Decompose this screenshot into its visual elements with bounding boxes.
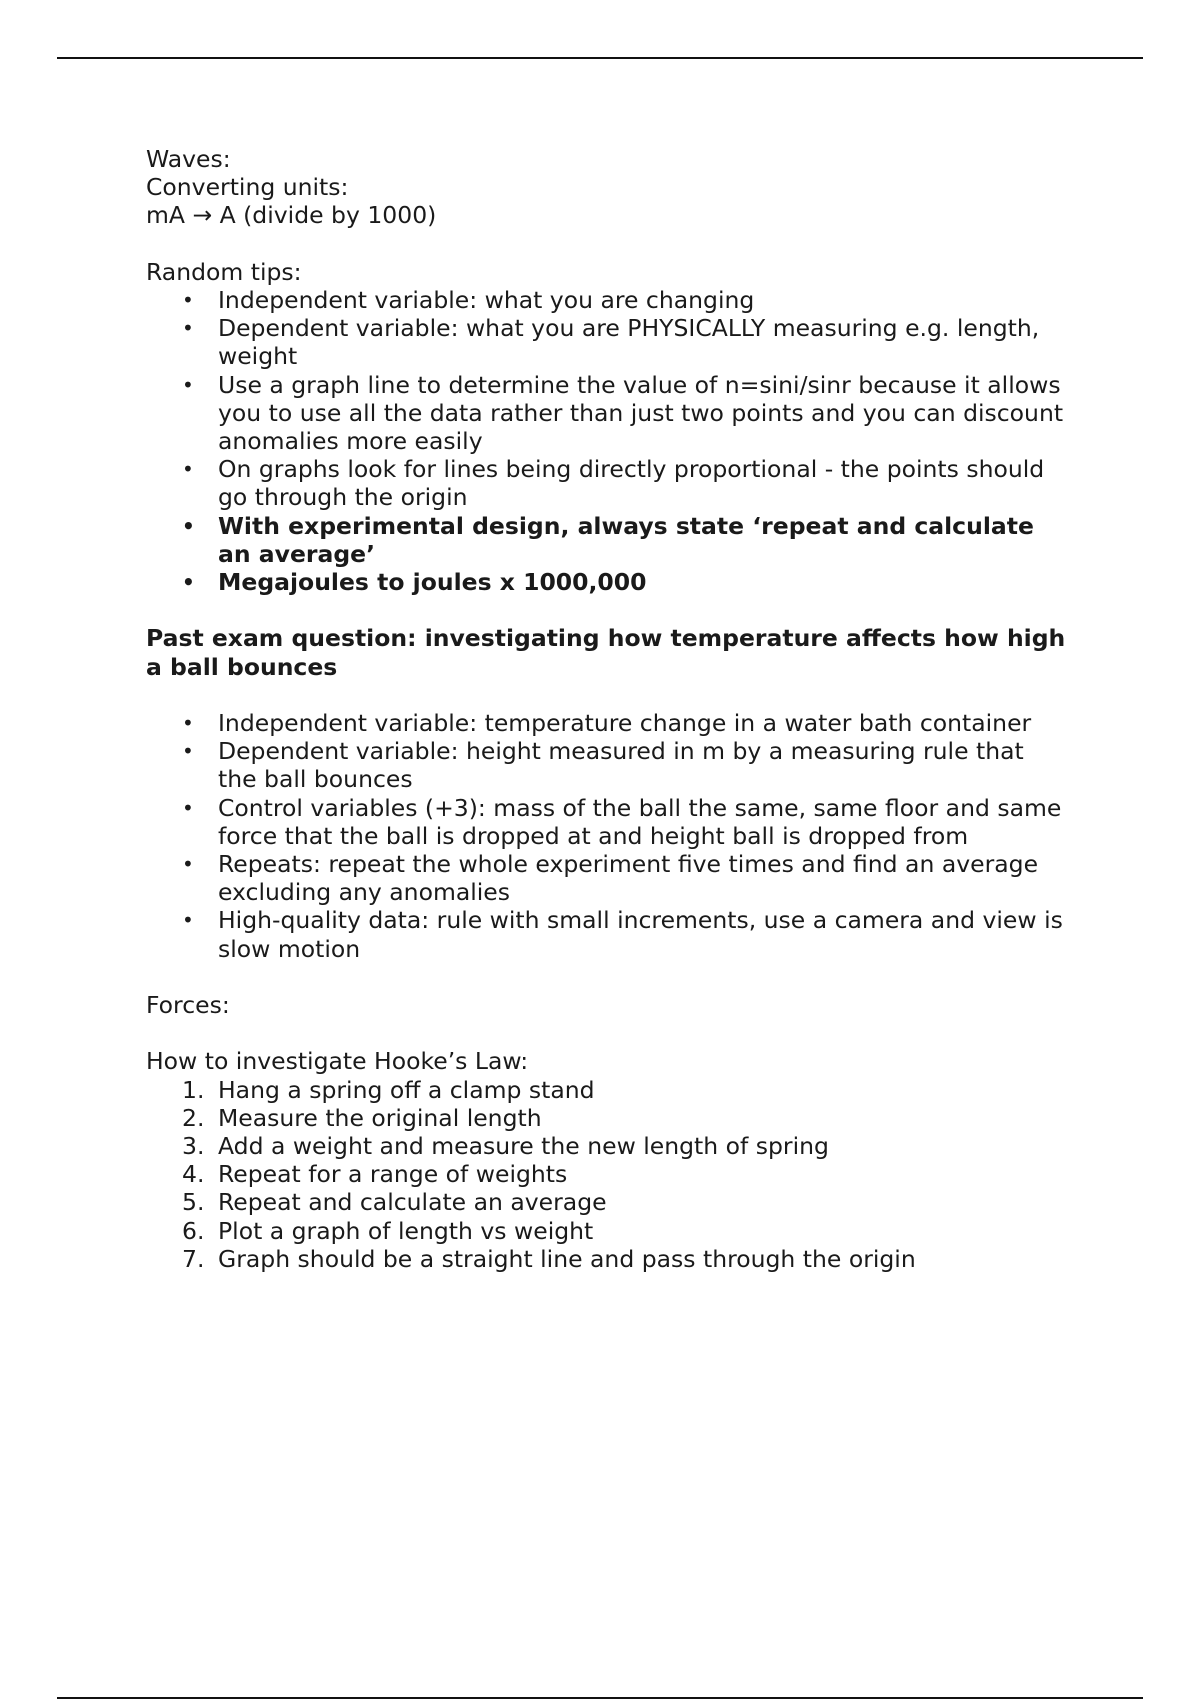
list-item — [146, 709, 1066, 737]
spacer — [146, 681, 1066, 709]
bullet-icon: • — [182, 288, 194, 312]
list-item — [146, 1217, 1066, 1245]
spacer — [146, 230, 1066, 258]
spacer — [146, 963, 1066, 991]
list-item — [146, 455, 1066, 511]
hooke-law-steps — [146, 1076, 1066, 1273]
random-tips-heading: Random tips: — [146, 257, 302, 286]
spacer — [146, 596, 1066, 624]
bullet-icon: • — [182, 711, 194, 736]
list-item-text: Measure the original length — [218, 1103, 542, 1132]
list-item-text: With experimental design, always state ‘repeat and calculate an average’ — [218, 511, 1034, 568]
forces-heading: Forces: — [146, 991, 230, 1020]
list-item — [146, 1076, 1066, 1104]
unit-conversion: mA → A (divide by 1000) — [146, 201, 437, 230]
bullet-icon: • — [182, 316, 194, 341]
waves-heading: Waves: — [146, 145, 231, 173]
bullet-icon: • — [182, 739, 194, 764]
bullet-icon: • — [182, 795, 194, 820]
list-item — [146, 1245, 1066, 1273]
bullet-icon: • — [182, 372, 194, 397]
random-tips-list — [146, 286, 1066, 596]
step-number: 1. — [182, 1075, 205, 1104]
list-item — [146, 1160, 1066, 1188]
bullet-icon: • — [182, 457, 194, 482]
step-number: 5. — [182, 1188, 205, 1217]
list-item — [146, 1132, 1066, 1160]
list-item-text: Dependent variable: height measured in m by a measuring rule that the ball bounces — [218, 737, 1024, 794]
step-number: 4. — [182, 1160, 205, 1189]
document-body — [146, 145, 1066, 1273]
list-item-text: Megajoules to joules x 1000,000 — [218, 568, 647, 597]
list-item — [146, 371, 1066, 456]
step-number: 7. — [182, 1244, 205, 1273]
list-item-text: Dependent variable: what you are PHYSICALLY measuring e.g. length, weight — [218, 314, 1040, 371]
list-item — [146, 512, 1066, 568]
list-item-text: Plot a graph of length vs weight — [218, 1216, 594, 1245]
step-number: 6. — [182, 1216, 205, 1245]
list-item — [146, 737, 1066, 793]
step-number: 2. — [182, 1103, 205, 1132]
list-item-text: On graphs look for lines being directly proportional - the points should go through the origin — [218, 455, 1045, 512]
list-item — [146, 314, 1066, 370]
list-item — [146, 1188, 1066, 1216]
bullet-icon: • — [182, 513, 195, 538]
list-item — [146, 906, 1066, 962]
list-item-text: Repeat for a range of weights — [218, 1160, 568, 1189]
step-number: 3. — [182, 1132, 205, 1161]
list-item — [146, 568, 1066, 596]
list-item — [146, 1104, 1066, 1132]
bottom-rule — [57, 1697, 1143, 1699]
converting-units-heading: Converting units: — [146, 173, 349, 202]
list-item-text: Control variables (+3): mass of the ball the same, same floor and same force that the ball is dropped at and height ball is dropped from — [218, 793, 1062, 850]
hooke-law-heading: How to investigate Hooke’s Law: — [146, 1047, 529, 1076]
list-item-text: Use a graph line to determine the value of n=sini/sinr because it allows you to use all the data rather than just two points and you can discount anomalies more easily — [218, 370, 1064, 456]
past-exam-list — [146, 709, 1066, 963]
past-exam-heading: Past exam question: investigating how temperature affects how high a ball bounces — [146, 624, 1066, 681]
bullet-icon: • — [182, 570, 195, 595]
list-item-text: Add a weight and measure the new length of spring — [218, 1132, 829, 1161]
list-item — [146, 286, 1066, 314]
bullet-icon: • — [182, 852, 194, 877]
list-item-text: Hang a spring off a clamp stand — [218, 1075, 595, 1104]
list-item-text: Repeats: repeat the whole experiment five times and find an average excluding any anomalies — [218, 850, 1039, 907]
list-item-text: Repeat and calculate an average — [218, 1188, 607, 1217]
list-item — [146, 794, 1066, 850]
list-item-text: Independent variable: temperature change in a water bath container — [218, 709, 1032, 738]
list-item-text: Independent variable: what you are changing — [218, 286, 755, 314]
spacer — [146, 1019, 1066, 1047]
bullet-icon: • — [182, 908, 194, 933]
list-item-text: Graph should be a straight line and pass through the origin — [218, 1244, 916, 1273]
list-item-text: High-quality data: rule with small increments, use a camera and view is slow motion — [218, 906, 1063, 963]
list-item — [146, 850, 1066, 906]
top-rule — [57, 57, 1143, 59]
